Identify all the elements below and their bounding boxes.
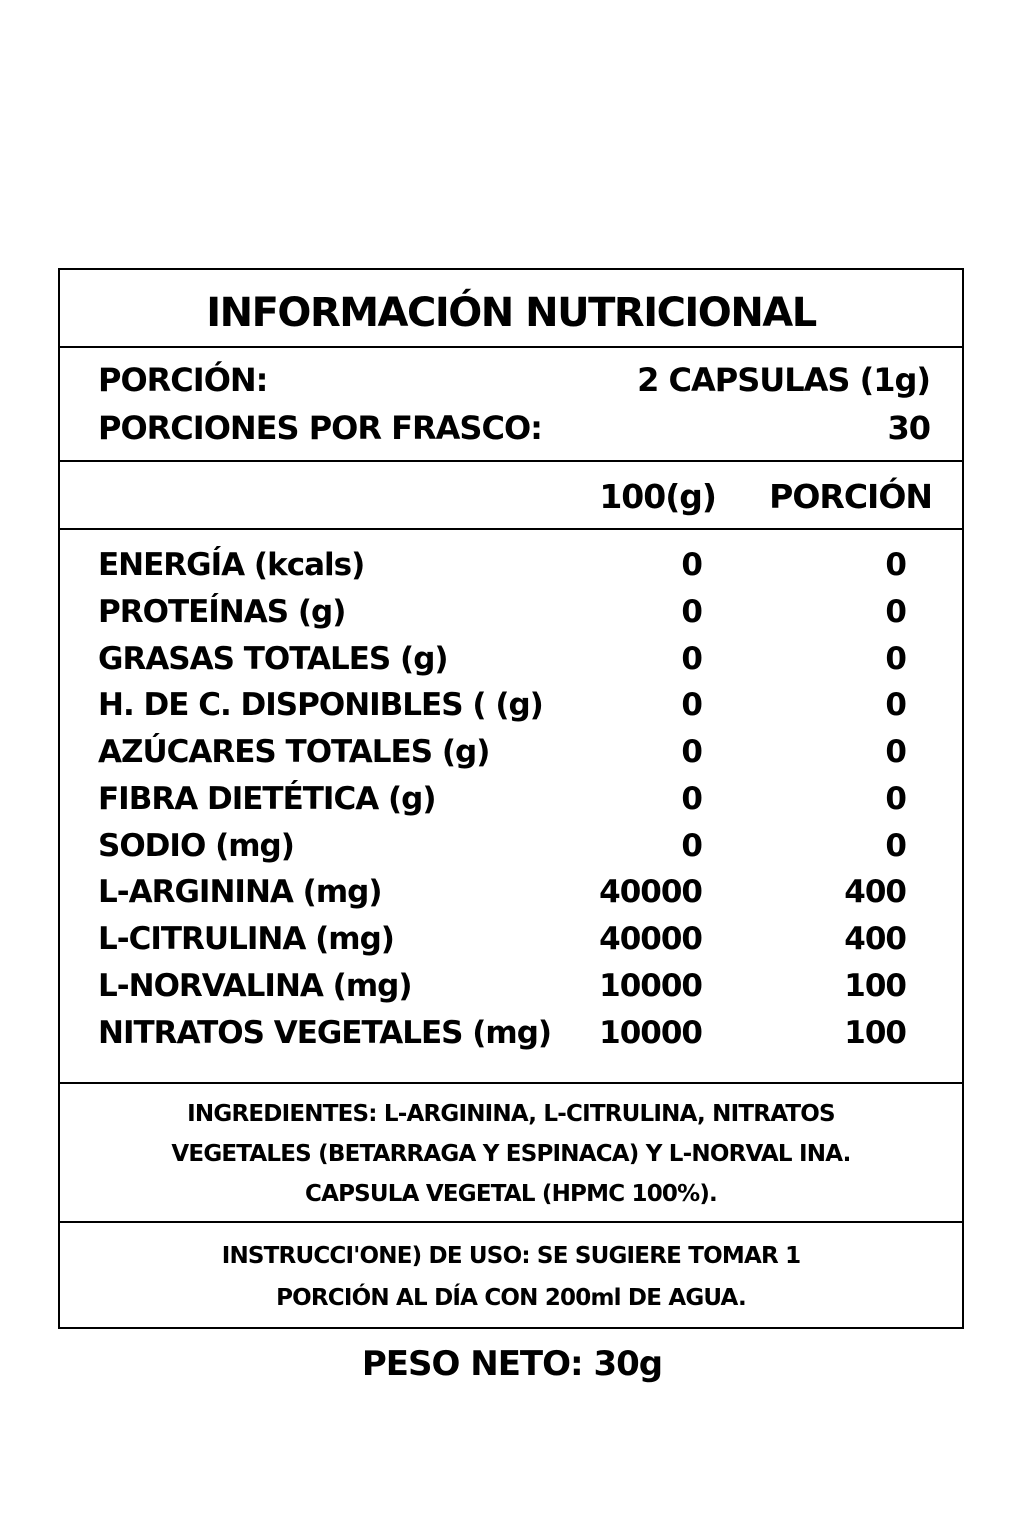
nutrient-portion: 0 — [885, 547, 906, 583]
nutrient-per100: 0 — [681, 594, 702, 630]
nutrient-row — [98, 916, 962, 962]
nutrient-name: FIBRA DIETÉTICA (g) — [98, 781, 436, 817]
nutrient-portion: 100 — [844, 1015, 906, 1051]
nutrient-portion: 0 — [885, 594, 906, 630]
nutrient-row — [98, 963, 962, 1009]
nutrient-row — [98, 636, 962, 682]
nutrient-per100: 40000 — [599, 874, 702, 910]
nutrient-name: PROTEÍNAS (g) — [98, 594, 346, 630]
nutrient-portion: 0 — [885, 687, 906, 723]
nutrient-portion: 0 — [885, 641, 906, 677]
nutrient-row — [98, 682, 962, 728]
nutrient-name: SODIO (mg) — [98, 828, 294, 864]
nutrient-name: NITRATOS VEGETALES (mg) — [98, 1015, 552, 1051]
nutrient-per100: 10000 — [599, 968, 702, 1004]
nutrient-per100: 0 — [681, 547, 702, 583]
nutrient-name: AZÚCARES TOTALES (g) — [98, 734, 490, 770]
nutrient-per100: 0 — [681, 687, 702, 723]
nutrient-name: L-ARGININA (mg) — [98, 874, 382, 910]
nutrient-per100: 0 — [681, 781, 702, 817]
portion-label: PORCIÓN: — [98, 361, 268, 399]
instructions-line-1: INSTRUCCI'ONE) DE USO: SE SUGIERE TOMAR 1 — [221, 1243, 801, 1269]
nutrient-row — [98, 1010, 962, 1056]
nutrient-per100: 0 — [681, 641, 702, 677]
nutrient-portion: 100 — [844, 968, 906, 1004]
nutrient-row — [98, 729, 962, 775]
divider-columns — [60, 528, 962, 530]
nutrient-name: H. DE C. DISPONIBLES ( (g) — [98, 687, 543, 723]
ingredients-line-3: CAPSULA VEGETAL (HPMC 100%). — [304, 1181, 717, 1207]
panel-title: INFORMACIÓN NUTRICIONAL — [206, 290, 816, 336]
nutrition-facts-panel — [58, 268, 964, 1329]
column-header-per100: 100(g) — [599, 477, 716, 516]
divider-title — [60, 346, 962, 348]
ingredients-line-2: VEGETALES (BETARRAGA Y ESPINACA) Y L-NORVAL INA. — [171, 1141, 851, 1167]
nutrient-row — [98, 776, 962, 822]
nutrient-per100: 0 — [681, 734, 702, 770]
nutrient-portion: 0 — [885, 734, 906, 770]
nutrient-portion: 0 — [885, 828, 906, 864]
portions-per-bottle-label: PORCIONES POR FRASCO: — [98, 409, 542, 447]
nutrient-name: L-NORVALINA (mg) — [98, 968, 412, 1004]
nutrient-per100: 10000 — [599, 1015, 702, 1051]
nutrient-per100: 0 — [681, 828, 702, 864]
nutrient-row — [98, 869, 962, 915]
portion-value: 2 CAPSULAS (1g) — [637, 361, 930, 399]
divider-serving — [60, 460, 962, 462]
ingredients-line-1: INGREDIENTES: L-ARGININA, L-CITRULINA, NITRATOS — [187, 1101, 835, 1127]
divider-ingredients — [60, 1221, 962, 1223]
nutrient-per100: 40000 — [599, 921, 702, 957]
nutrient-row — [98, 542, 962, 588]
nutrient-portion: 0 — [885, 781, 906, 817]
nutrient-portion: 400 — [844, 921, 906, 957]
nutrient-row — [98, 823, 962, 869]
nutrient-row — [98, 589, 962, 635]
nutrient-name: GRASAS TOTALES (g) — [98, 641, 448, 677]
nutrient-name: ENERGÍA (kcals) — [98, 547, 365, 583]
nutrient-portion: 400 — [844, 874, 906, 910]
divider-nutrients — [60, 1082, 962, 1084]
net-weight: PESO NETO: 30g — [361, 1344, 663, 1384]
nutrient-name: L-CITRULINA (mg) — [98, 921, 394, 957]
instructions-line-2: PORCIÓN AL DÍA CON 200ml DE AGUA. — [276, 1285, 746, 1311]
portions-per-bottle-value: 30 — [887, 409, 930, 447]
column-header-portion: PORCIÓN — [769, 477, 932, 516]
